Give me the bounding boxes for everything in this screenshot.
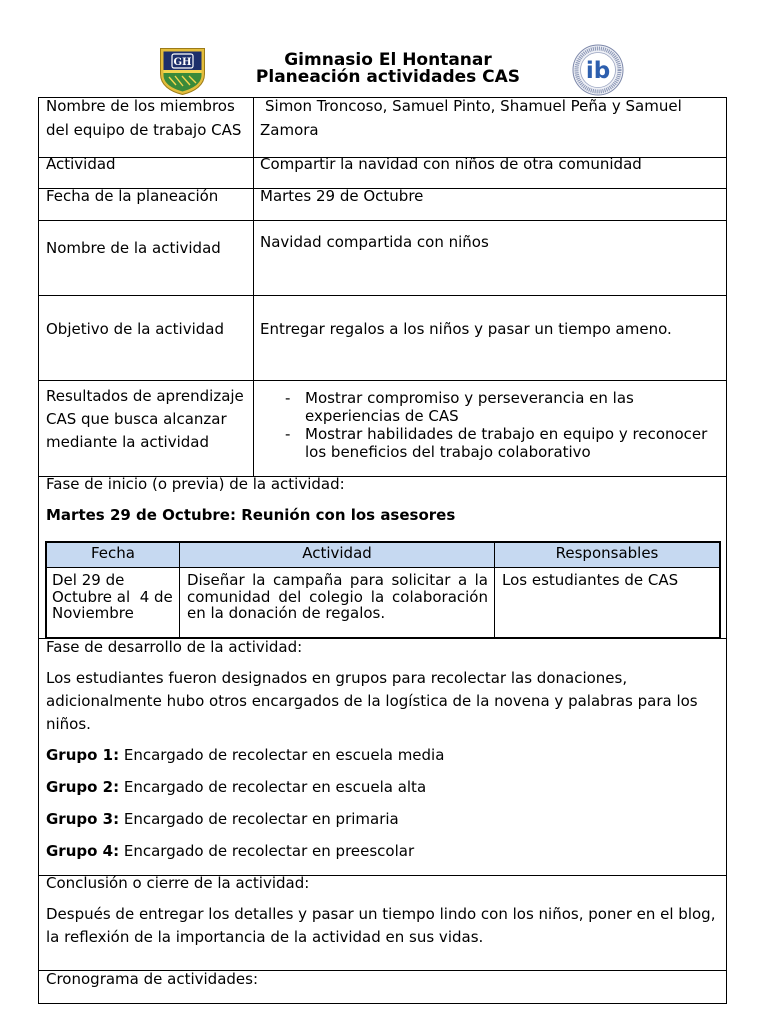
group-line <box>46 808 726 831</box>
group-line <box>46 744 726 767</box>
activity-label: Actividad <box>46 155 116 173</box>
planning-date-value: Martes 29 de Octubre <box>260 187 424 205</box>
table-border-left <box>38 97 39 1004</box>
row-divider <box>38 220 727 221</box>
schedule-heading: Cronograma de actividades: <box>46 970 259 988</box>
closing-paragraph: Después de entregar los detalles y pasar un tiempo lindo con los niños, poner en el blog, la reflexión de la importancia de la actividad en sus vidas. <box>46 904 716 946</box>
learning-outcomes-label: Resultados de aprendizaje CAS que busca alcanzar mediante la actividad <box>46 386 244 451</box>
activity-name-value: Navidad compartida con niños <box>260 233 489 251</box>
group-line <box>46 840 726 863</box>
group-text: Encargado de recolectar en escuela alta <box>123 777 427 796</box>
ib-logo-text: ib <box>585 58 611 84</box>
bullet-marker: - <box>285 389 291 408</box>
table-cell: Los estudiantes de CAS <box>502 571 679 589</box>
list-item <box>285 426 720 461</box>
learning-outcomes-list <box>285 390 720 462</box>
table-border-bottom <box>38 1003 727 1004</box>
school-logo <box>159 47 206 96</box>
table-header-cell: Fecha <box>47 543 180 568</box>
list-item-text: Mostrar habilidades de trabajo en equipo y reconocer los beneficios del trabajo colaborativo <box>305 425 708 461</box>
group-label: Grupo 4: <box>46 841 120 860</box>
table-cell: Diseñar la campaña para solicitar a la comunidad del colegio la colaboración en la donación de regalos. <box>180 568 495 637</box>
ib-logo <box>566 44 630 96</box>
table-border-right <box>726 97 727 1004</box>
initial-phase-heading: Fase de inicio (o previa) de la actividad: <box>46 475 345 493</box>
group-text: Encargado de recolectar en preescolar <box>123 841 415 860</box>
column-divider <box>253 97 254 476</box>
bullet-marker: - <box>285 425 291 444</box>
school-name: Gimnasio El Hontanar <box>284 49 492 70</box>
objective-label: Objetivo de la actividad <box>46 320 225 338</box>
group-label: Grupo 2: <box>46 777 120 796</box>
group-label: Grupo 3: <box>46 809 120 828</box>
group-text: Encargado de recolectar en primaria <box>123 809 399 828</box>
document-header <box>238 49 538 87</box>
planning-date-label: Fecha de la planeación <box>46 187 219 205</box>
table-header-cell: Responsables <box>495 543 719 568</box>
development-phase-paragraph: Los estudiantes fueron designados en grupos para recolectar las donaciones, adicionalmente hubo otros encargados de la logística de la novena y palabras para los niños. <box>46 668 698 733</box>
activity-name-label: Nombre de la actividad <box>46 239 221 257</box>
table-cell: Del 29 de Octubre al 4 de Noviembre <box>47 568 180 637</box>
initial-phase-subheading: Martes 29 de Octubre: Reunión con los asesores <box>46 506 456 524</box>
list-item-text: Mostrar compromiso y perseverancia en las experiencias de CAS <box>305 389 634 425</box>
development-phase-heading: Fase de desarrollo de la actividad: <box>46 638 303 656</box>
activity-value: Compartir la navidad con niños de otra comunidad <box>260 155 642 173</box>
row-divider <box>38 295 727 296</box>
ib-emblem-icon <box>566 44 630 96</box>
list-item <box>285 390 720 425</box>
objective-value: Entregar regalos a los niños y pasar un tiempo ameno. <box>260 320 672 338</box>
group-text: Encargado de recolectar en escuela media <box>123 745 445 764</box>
team-members-value: Simon Troncoso, Samuel Pinto, Shamuel Peña y Samuel Zamora <box>260 97 682 139</box>
school-logo-monogram: GH <box>173 57 192 68</box>
table-header-cell: Actividad <box>180 543 495 568</box>
document-title: Planeación actividades CAS <box>255 66 521 87</box>
school-shield-icon <box>159 47 206 96</box>
row-divider <box>38 380 727 381</box>
team-members-label: Nombre de los miembros del equipo de trabajo CAS <box>46 97 242 139</box>
shield-band <box>164 70 202 73</box>
group-label: Grupo 1: <box>46 745 120 764</box>
closing-heading: Conclusión o cierre de la actividad: <box>46 874 310 892</box>
group-line <box>46 776 726 799</box>
initial-phase-table <box>45 541 721 639</box>
